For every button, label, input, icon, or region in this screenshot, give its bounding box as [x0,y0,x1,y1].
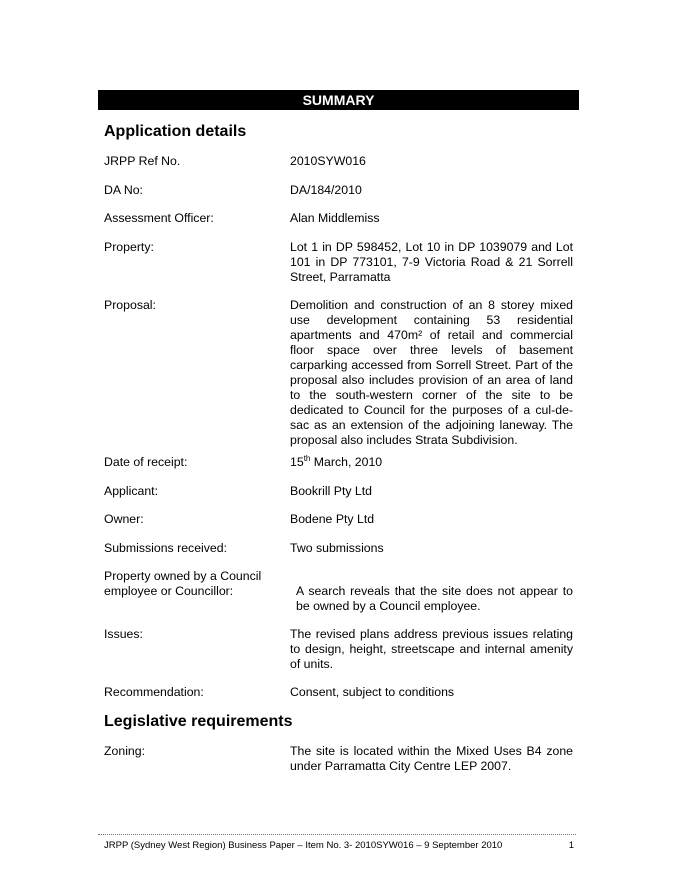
proposal-label: Proposal: [104,298,156,312]
recommendation-value: Consent, subject to conditions [290,685,455,699]
date-of-receipt-label: Date of receipt: [104,455,188,469]
page-number: 1 [568,840,574,851]
council-owned-label-line2: employee or Councillor: [104,584,234,598]
zoning-label: Zoning: [104,744,146,758]
council-owned-value: A search reveals that the site does not appear to be owned by a Council employee. [296,584,573,613]
applicant-value: Bookrill Pty Ltd [290,484,373,498]
submissions-value: Two submissions [290,541,384,555]
date-of-receipt-value [290,455,573,470]
issues-label: Issues: [104,627,143,641]
da-no-value: DA/184/2010 [290,183,362,197]
zoning-value: The site is located within the Mixed Uses B4 zone under Parramatta City Centre LEP 2007. [290,744,573,773]
council-owned-label-line1: Property owned by a Council [104,569,262,583]
proposal-value: Demolition and construction of an 8 storey mixed use development containing 53 residential apartments and 470m² of retail and commercial floor space over three levels of basement carparking accessed from Sorrell Street. Part of the proposal also includes provision of an area of land to the south-western corner of the site to be dedicated to Council for the purposes of a cul-de-sac as an extension of the adjoining laneway. The proposal also includes Strata Subdivision. [290,298,573,447]
section-heading-legislative-requirements: Legislative requirements [104,713,293,730]
owner-label: Owner: [104,512,144,526]
receipt-day: 15 [290,455,304,469]
jrpp-ref-label: JRPP Ref No. [104,154,181,168]
owner-value: Bodene Pty Ltd [290,512,375,526]
property-value: Lot 1 in DP 598452, Lot 10 in DP 1039079 and Lot 101 in DP 773101, 7-9 Victoria Road & 21 Sorrell Street, Parramatta [290,240,573,284]
receipt-day-suffix: th [303,453,311,463]
property-label: Property: [104,240,154,254]
da-no-label: DA No: [104,183,143,197]
issues-value: The revised plans address previous issues relating to design, height, streetscape and internal amenity of units. [290,627,573,671]
summary-banner: SUMMARY [98,90,579,110]
jrpp-ref-value: 2010SYW016 [290,154,366,168]
recommendation-label: Recommendation: [104,685,204,699]
assessment-officer-label: Assessment Officer: [104,211,214,225]
section-heading-application-details: Application details [104,123,247,140]
applicant-label: Applicant: [104,484,159,498]
submissions-label: Submissions received: [104,541,228,555]
receipt-month-year: March, 2010 [310,455,383,469]
footer-reference: JRPP (Sydney West Region) Business Paper – Item No. 3- 2010SYW016 – 9 September 2010 [104,840,503,851]
assessment-officer-value: Alan Middlemiss [290,211,380,225]
page-footer [104,840,574,852]
footer-divider [98,834,576,835]
